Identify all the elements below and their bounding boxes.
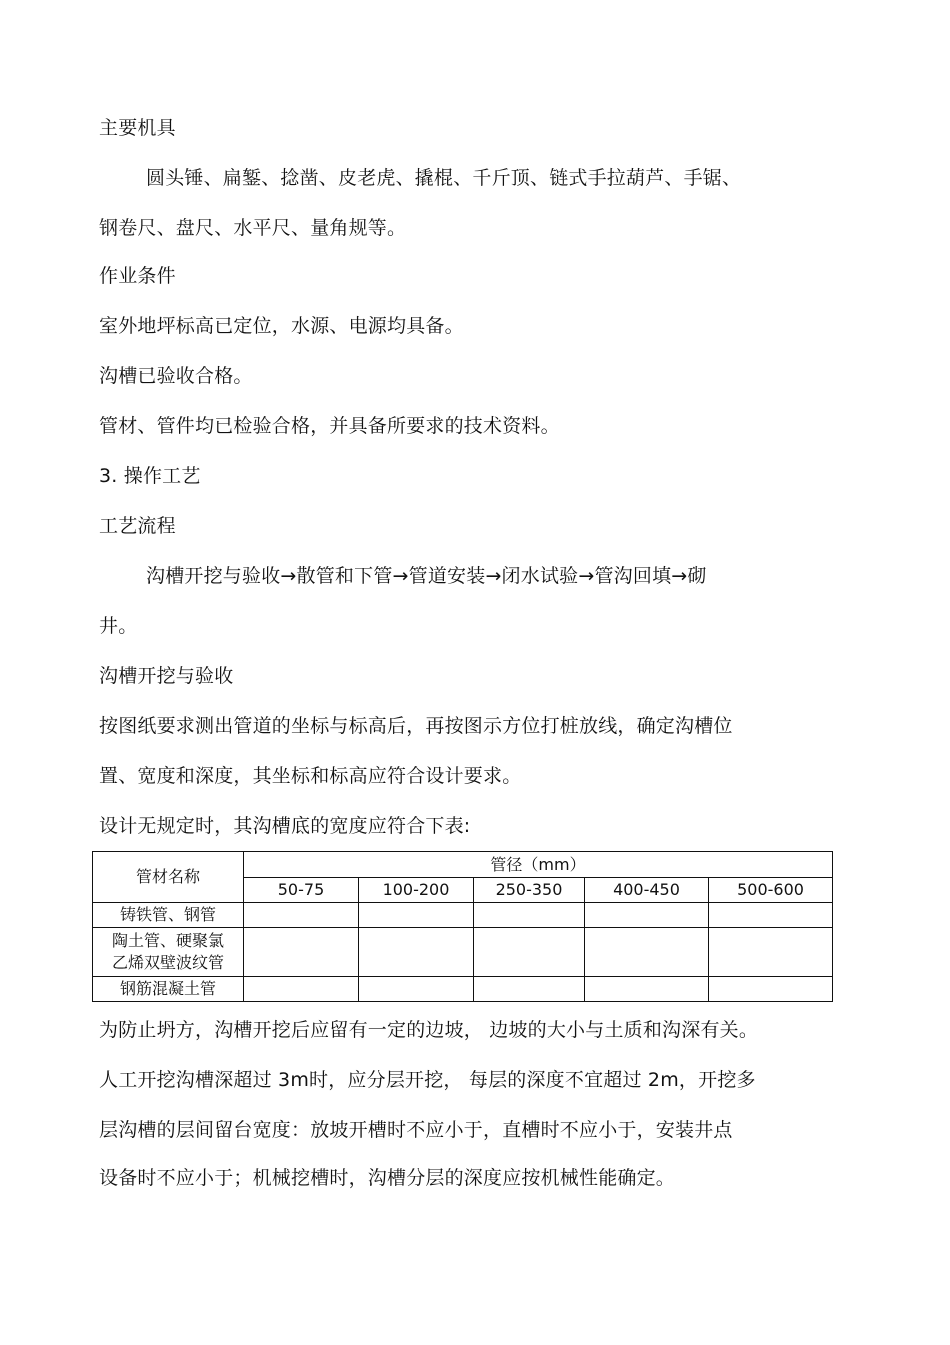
table-col-header: 400-450	[585, 878, 709, 903]
table-cell	[359, 977, 474, 1002]
table-row-label: 钢筋混凝土管	[93, 977, 244, 1002]
trench-width-table	[92, 851, 833, 1002]
paragraph-condition-1: 室外地坪标高已定位，水源、电源均具备。	[99, 315, 464, 337]
table-cell	[709, 903, 833, 928]
table-cell	[585, 903, 709, 928]
table-col-header: 250-350	[474, 878, 585, 903]
table-row-label: 铸铁管、钢管	[93, 903, 244, 928]
table-cell	[359, 903, 474, 928]
table-row	[93, 903, 833, 928]
table-cell	[244, 928, 359, 977]
table-row-label-line: 陶土管、硬聚氯	[111, 931, 224, 950]
table-row-label	[93, 928, 244, 977]
table-cell	[244, 977, 359, 1002]
paragraph-condition-2: 沟槽已验收合格。	[99, 365, 253, 387]
section-heading-process: 3. 操作工艺	[99, 465, 201, 487]
table-header-material: 管材名称	[93, 852, 244, 903]
paragraph-slope: 为防止坍方，沟槽开挖后应留有一定的边坡， 边坡的大小与土质和沟深有关。	[99, 1019, 759, 1041]
paragraph-workflow: 沟槽开挖与验收→散管和下管→管道安装→闭水试验→管沟回填→砌	[146, 565, 707, 587]
table-cell	[585, 928, 709, 977]
table-cell	[709, 977, 833, 1002]
table-col-header: 100-200	[359, 878, 474, 903]
table-col-header: 50-75	[244, 878, 359, 903]
subheading-trench: 沟槽开挖与验收	[99, 665, 234, 687]
paragraph-layers-end: 设备时不应小于；机械挖槽时，沟槽分层的深度应按机械性能确定。	[99, 1167, 676, 1189]
table-col-header: 500-600	[709, 878, 833, 903]
table-row-label-line: 乙烯双壁波纹管	[111, 953, 224, 972]
section-heading-tools: 主要机具	[99, 117, 176, 139]
table-cell	[359, 928, 474, 977]
paragraph-trench-1-cont: 置、宽度和深度，其坐标和标高应符合设计要求。	[99, 765, 522, 787]
table-header-diameter: 管径（mm）	[244, 852, 833, 878]
paragraph-condition-3: 管材、管件均已检验合格，并具备所要求的技术资料。	[99, 415, 560, 437]
table-row	[93, 928, 833, 977]
paragraph-workflow-cont: 井。	[99, 615, 138, 637]
paragraph-trench-1: 按图纸要求测出管道的坐标与标高后，再按图示方位打桩放线，确定沟槽位	[99, 715, 733, 737]
table-row	[93, 977, 833, 1002]
table-cell	[474, 977, 585, 1002]
table-cell	[474, 903, 585, 928]
table-cell	[709, 928, 833, 977]
table-cell	[244, 903, 359, 928]
table-cell	[585, 977, 709, 1002]
subheading-workflow: 工艺流程	[99, 515, 176, 537]
paragraph-tools-list: 圆头锤、扁錾、捻凿、皮老虎、撬棍、千斤顶、链式手拉葫芦、手锯、	[146, 167, 742, 189]
paragraph-table-intro: 设计无规定时，其沟槽底的宽度应符合下表:	[99, 815, 471, 837]
table-cell	[474, 928, 585, 977]
paragraph-layers-cont: 层沟槽的层间留台宽度：放坡开槽时不应小于，直槽时不应小于，安装井点	[99, 1119, 733, 1141]
section-heading-conditions: 作业条件	[99, 265, 176, 287]
paragraph-tools-list-cont: 钢卷尺、盘尺、水平尺、量角规等。	[99, 217, 407, 239]
paragraph-layers: 人工开挖沟槽深超过 3m时，应分层开挖， 每层的深度不宜超过 2m，开挖多	[99, 1069, 756, 1091]
